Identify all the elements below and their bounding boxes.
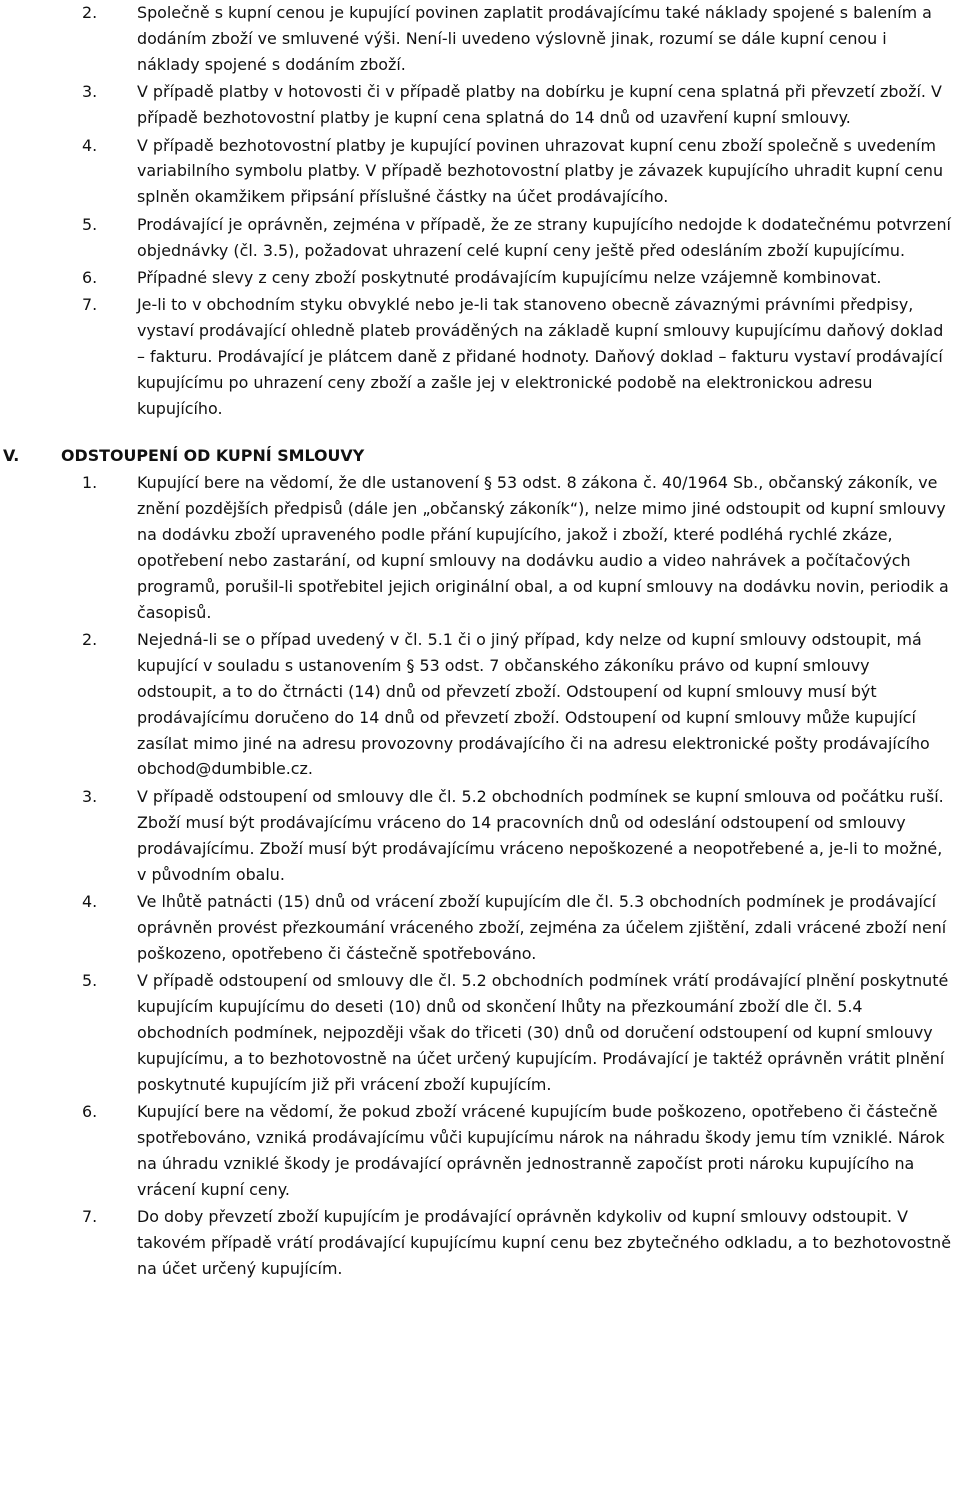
list-item	[0, 79, 952, 131]
list-item	[0, 1204, 952, 1282]
list-item	[0, 133, 952, 211]
item-number: 1.	[82, 473, 98, 492]
list-item	[0, 784, 952, 888]
item-text: V případě odstoupení od smlouvy dle čl. 5.2 obchodních podmínek se kupní smlouva od počátku ruší. Zboží musí být prodávajícímu vráceno do 14 pracovních dnů od odeslání odstoupení od smlouvy prodávajícímu. Zboží musí být prodávajícímu vráceno nepoškozené a neopotřebené a, je-li to možné, v původním obalu.	[137, 786, 944, 884]
item-number: 3.	[82, 82, 98, 102]
list-item	[0, 968, 952, 1098]
item-number: 6.	[82, 268, 98, 288]
item-number: 7.	[82, 1207, 98, 1227]
item-number: 2.	[82, 3, 98, 22]
list-item	[0, 627, 952, 782]
list-item	[0, 889, 952, 967]
list-item	[0, 470, 952, 625]
item-number: 6.	[82, 1102, 98, 1122]
list-item	[0, 292, 952, 422]
section-number: V.	[3, 446, 20, 465]
item-text: Společně s kupní cenou je kupující povinen zaplatit prodávajícímu také náklady spojené s balením a dodáním zboží ve smluvené výši. Není-li uvedeno výslovně jinak, rozumí se dále kupní cenou i náklady spojené s dodáním zboží.	[137, 3, 932, 74]
item-text: Kupující bere na vědomí, že pokud zboží vrácené kupujícím bude poškozeno, opotřebeno či částečně spotřebováno, vzniká prodávajícímu vůči kupujícímu nárok na náhradu škody jemu tím vzniklé. Nárok na úhradu vzniklé škody je prodávající oprávněn jednostranně započíst proti nároku kupujícího na vrácení kupní ceny.	[137, 1102, 945, 1199]
item-text: Prodávající je oprávněn, zejména v případě, že ze strany kupujícího nedojde k dodatečnému potvrzení objednávky (čl. 3.5), požadovat uhrazení celé kupní ceny ještě před odesláním zboží kupujícímu.	[137, 214, 951, 260]
item-number: 5.	[82, 214, 98, 234]
list-item	[0, 265, 952, 291]
section-title: ODSTOUPENÍ OD KUPNÍ SMLOUVY	[61, 446, 365, 465]
section-payment-continued	[0, 0, 960, 422]
item-number: 4.	[82, 135, 98, 155]
item-text: Je-li to v obchodním styku obvyklé nebo je-li tak stanoveno obecně závaznými právními předpisy, vystaví prodávající ohledně plateb prováděných na základě kupní smlouvy kupujícímu daňový doklad – fakturu. Prodávající je plátcem daně z přidané hodnoty. Daňový doklad – fakturu vystaví prodávající kupujícímu po uhrazení ceny zboží a zašle jej v elektronické podobě na elektronickou adresu kupujícího.	[137, 295, 944, 419]
item-number: 7.	[82, 295, 98, 315]
item-text: V případě odstoupení od smlouvy dle čl. 5.2 obchodních podmínek vrátí prodávající plnění poskytnuté kupujícím kupujícímu do deseti (10) dnů od skončení lhůty na přezkoumání zboží dle čl. 5.4 obchodních podmínek, nejpozději však do třiceti (30) dnů od doručení odstoupení od kupní smlouvy kupujícímu, a to bezhotovostně na účet určený kupujícím. Prodávající je taktéž oprávněn vrátit plnění poskytnuté kupujícím již při vrácení zboží kupujícím.	[137, 971, 949, 1094]
item-number: 5.	[82, 971, 98, 991]
item-number: 4.	[82, 892, 98, 911]
item-text: Případné slevy z ceny zboží poskytnuté prodávajícím kupujícímu nelze vzájemně kombinovat.	[137, 268, 882, 288]
list-item	[0, 212, 952, 264]
item-text: Nejedná-li se o případ uvedený v čl. 5.1 či o jiný případ, kdy nelze od kupní smlouvy odstoupit, má kupující v souladu s ustanovením § 53 odst. 7 občanského zákoníku právo od kupní smlouvy odstoupit, a to do čtrnácti (14) dnů od převzetí zboží. Odstoupení od kupní smlouvy musí být prodávajícímu doručeno do 14 dnů od převzetí zboží. Odstoupení od kupní smlouvy může kupující zasílat mimo jiné na adresu provozovny prodávajícího či na adresu elektronické pošty prodávajícího obchod@dumbible.cz.	[137, 629, 930, 779]
item-number: 3.	[82, 786, 98, 806]
section-withdrawal	[0, 470, 960, 1282]
item-text: Ve lhůtě patnácti (15) dnů od vrácení zboží kupujícím dle čl. 5.3 obchodních podmínek je prodávající oprávněn provést přezkoumání vráceného zboží, zejména za účelem zjištění, zdali vrácené zboží není poškozeno, opotřebeno či částečně spotřebováno.	[137, 892, 947, 963]
item-number: 2.	[82, 629, 98, 649]
item-text: Kupující bere na vědomí, že dle ustanovení § 53 odst. 8 zákona č. 40/1964 Sb., občanský zákoník, ve znění pozdějších předpisů (dále jen „občanský zákoník“), nelze mimo jiné odstoupit od kupní smlouvy na dodávku zboží upraveného podle přání kupujícího, jakož i zboží, které podléhá rychlé zkáze, opotřebení nebo zastarání, od kupní smlouvy na dodávku audio a video nahrávek a počítačových programů, porušil-li spotřebitel jejich originální obal, a od kupní smlouvy na dodávku novin, periodik a časopisů.	[137, 473, 949, 622]
section-heading	[0, 443, 960, 470]
item-text: V případě bezhotovostní platby je kupující povinen uhrazovat kupní cenu zboží společně s uvedením variabilního symbolu platby. V případě bezhotovostní platby je závazek kupujícího uhradit kupní cenu splněn okamžikem připsání příslušné částky na účet prodávajícího.	[137, 135, 944, 207]
list-item	[0, 0, 952, 78]
list-item	[0, 1099, 952, 1203]
item-text: Do doby převzetí zboží kupujícím je prodávající oprávněn kdykoliv od kupní smlouvy odstoupit. V takovém případě vrátí prodávající kupujícímu kupní cenu bez zbytečného odkladu, a to bezhotovostně na účet určený kupujícím.	[137, 1207, 951, 1279]
item-text: V případě platby v hotovosti či v případě platby na dobírku je kupní cena splatná při převzetí zboží. V případě bezhotovostní platby je kupní cena splatná do 14 dnů od uzavření kupní smlouvy.	[137, 82, 942, 128]
